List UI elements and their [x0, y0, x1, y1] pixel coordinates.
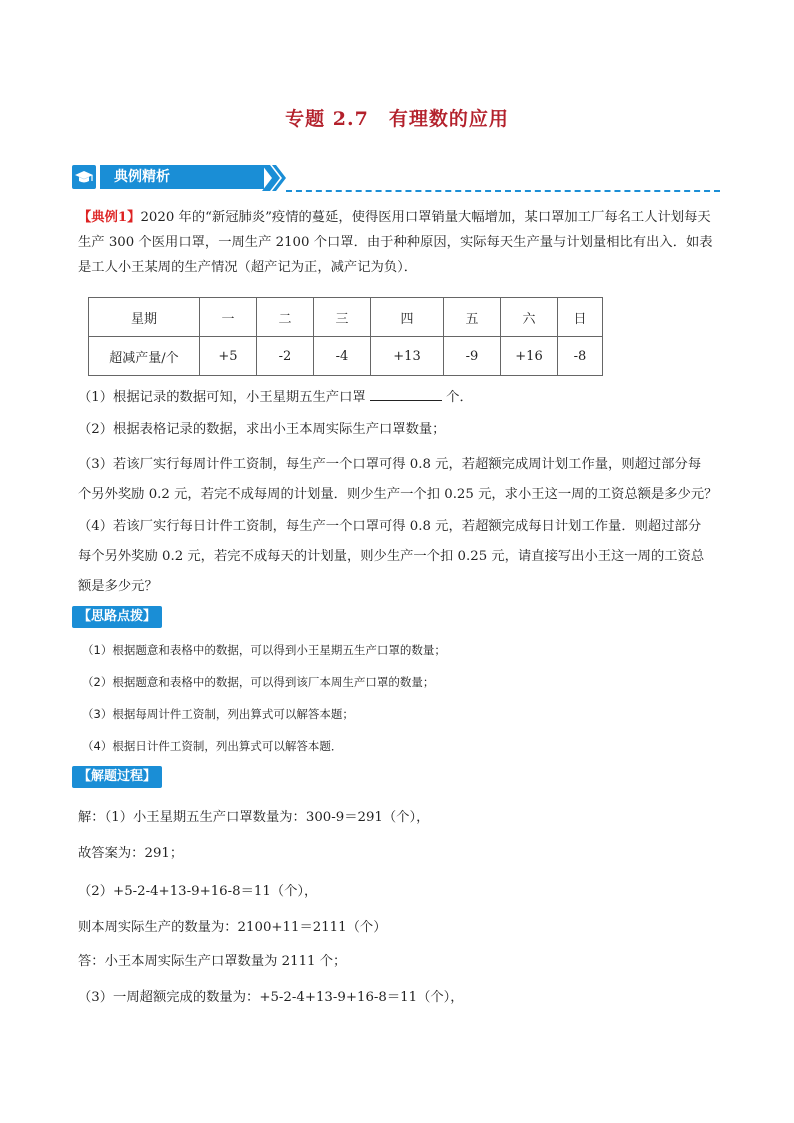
question-text: 每个另外奖励 0.2 元，若完不成每天的计划量，则少生产一个扣 0.25 元，请直接写出小王这一周的工资总	[78, 549, 705, 564]
question-4	[78, 512, 726, 602]
list-item: （4）根据日计件工资制，列出算式可以解答本题．	[82, 739, 343, 753]
graduation-cap-icon	[72, 165, 96, 189]
question-2: （2）根据表格记录的数据，求出小王本周实际生产口罩数量；	[78, 422, 446, 437]
table-cell: 三	[314, 298, 371, 337]
list-item: （2）根据题意和表格中的数据，可以得到该厂本周生产口罩的数量；	[82, 675, 435, 689]
table-cell: 超减产量/个	[89, 337, 200, 376]
page-title: 专题 2.7 有理数的应用	[285, 108, 509, 130]
table-row	[89, 298, 603, 337]
list-item: （1）根据题意和表格中的数据，可以得到小王星期五生产口罩的数量；	[82, 643, 446, 657]
table-cell: -8	[558, 337, 603, 376]
section-label: 典例精析	[100, 165, 264, 189]
example-line: 是工人小王某周的生产情况（超产记为正，减产记为负）．	[78, 260, 418, 275]
table-cell: +16	[501, 337, 558, 376]
question-text: 额是多少元？	[78, 579, 158, 594]
table-cell: 二	[257, 298, 314, 337]
table-cell: -9	[444, 337, 501, 376]
question-text: 个．	[446, 390, 473, 405]
question-text: 个另外奖励 0.2 元，若完不成每周的计划量．则少生产一个扣 0.25 元，求小王这一周的工资总额是多少元？	[78, 487, 718, 502]
production-table	[88, 297, 603, 376]
question-text: （3）若该厂实行每周计件工资制，每生产一个口罩可得 0.8 元，若超额完成周计划工作量，则超过部分每	[78, 457, 702, 472]
section-header	[72, 163, 720, 193]
answer-blank	[370, 388, 442, 401]
solution-line: 则本周实际生产的数量为：2100+11＝2111（个）	[78, 920, 387, 935]
section-divider	[286, 190, 720, 192]
table-cell: 四	[371, 298, 444, 337]
example-line: 2020 年的“新冠肺炎”疫情的蔓延，使得医用口罩销量大幅增加，某口罩加工厂每名工人计划每天	[140, 210, 711, 225]
solution-line: （2）+5-2-4+13-9+16-8＝11（个），	[78, 884, 318, 899]
table-cell: +5	[200, 337, 257, 376]
solution-line: 答：小王本周实际生产口罩数量为 2111 个；	[78, 954, 347, 969]
table-cell: 六	[501, 298, 558, 337]
example-text	[78, 205, 726, 280]
example-tag: 【典例1】	[78, 210, 141, 225]
chevron-right-icon	[260, 163, 288, 193]
solution-tag: 【解题过程】	[72, 766, 162, 788]
question-1	[78, 386, 726, 405]
hints-tag: 【思路点拨】	[72, 606, 162, 628]
solution-line: （3）一周超额完成的数量为：+5-2-4+13-9+16-8＝11（个），	[78, 990, 464, 1005]
question-3	[78, 450, 726, 510]
table-cell: 五	[444, 298, 501, 337]
table-cell: -4	[314, 337, 371, 376]
list-item: （3）根据每周计件工资制，列出算式可以解答本题；	[82, 707, 354, 721]
table-cell: 日	[558, 298, 603, 337]
table-cell: 一	[200, 298, 257, 337]
table-row	[89, 337, 603, 376]
example-line: 生产 300 个医用口罩，一周生产 2100 个口罩．由于种种原因，实际每天生产量与计划量相比有出入．如表	[78, 235, 713, 250]
table-cell: 星期	[89, 298, 200, 337]
solution-line: 故答案为：291；	[78, 846, 184, 861]
table-cell: +13	[371, 337, 444, 376]
question-text: （4）若该厂实行每日计件工资制，每生产一个口罩可得 0.8 元，若超额完成每日计划工作量．则超过部分	[78, 519, 702, 534]
solution-line: 解：（1）小王星期五生产口罩数量为：300-9＝291（个），	[78, 810, 430, 825]
question-text: （1）根据记录的数据可知，小王星期五生产口罩	[78, 390, 366, 405]
table-cell: -2	[257, 337, 314, 376]
